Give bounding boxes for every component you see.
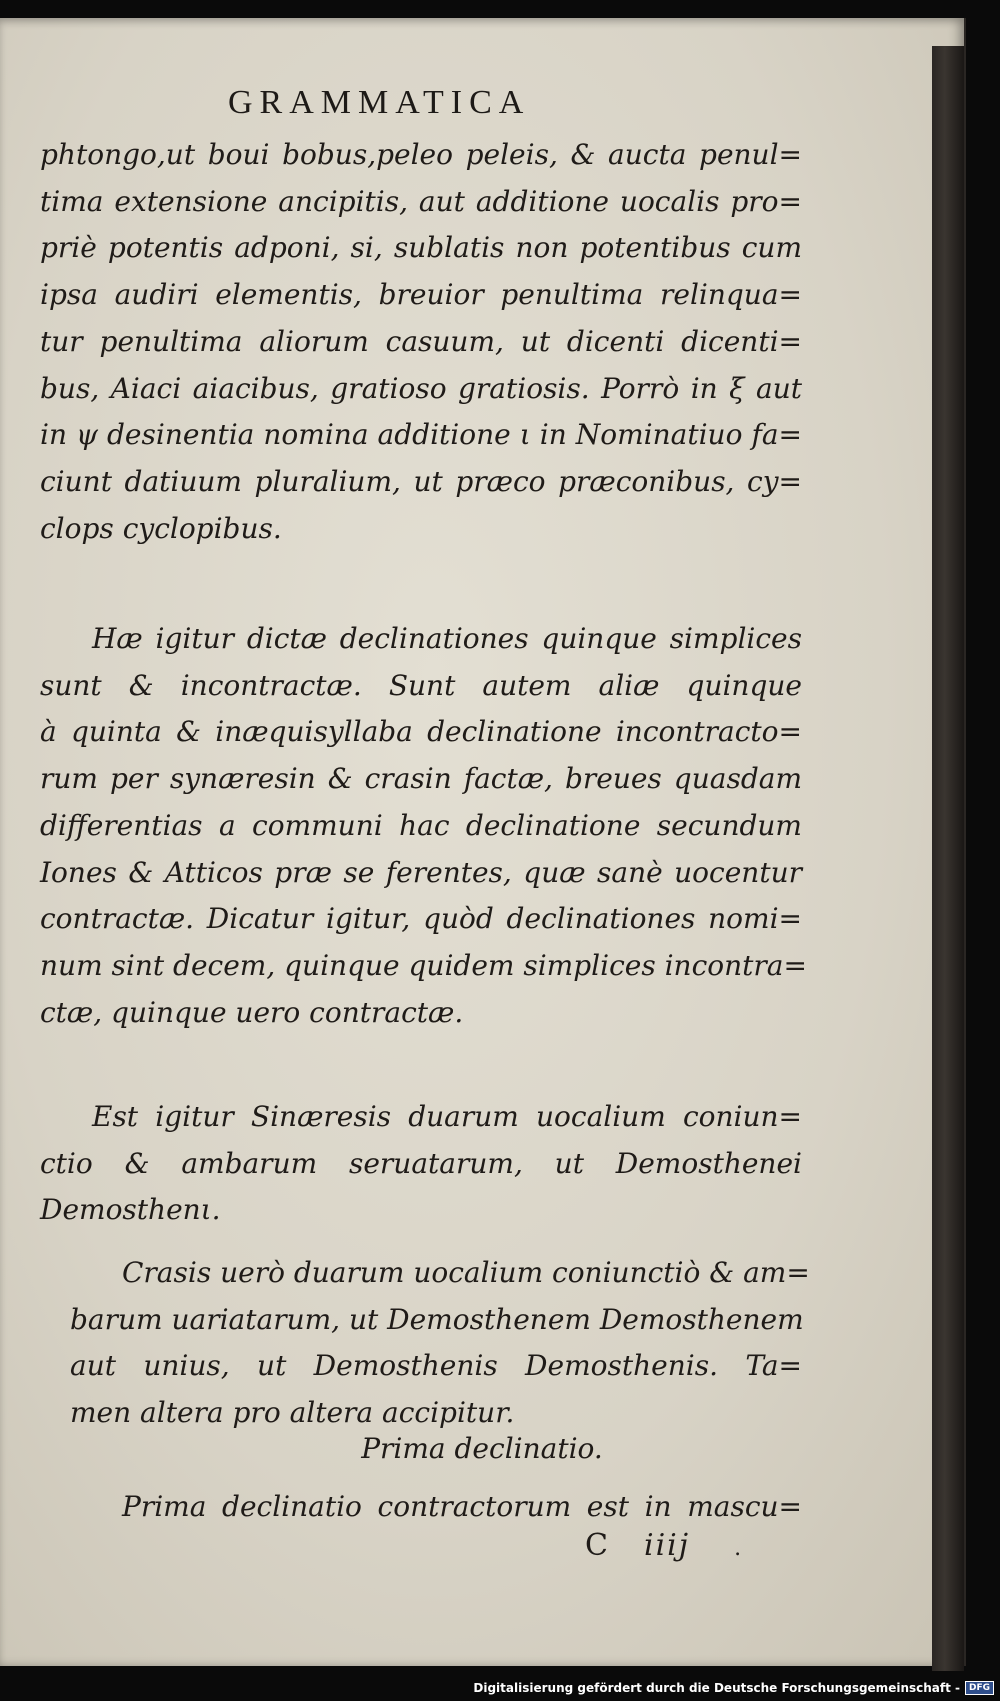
text-line: differentias a communi hac declinatione secundum [40, 808, 802, 842]
text-line: sunt & incontractæ. Sunt autem aliæ quinque [40, 668, 802, 702]
dfg-logo: DFG [965, 1681, 994, 1695]
text-line: clops cyclopibus. [40, 511, 282, 545]
running-head: GRAMMATICA [228, 84, 531, 121]
text-line: Demosthenι. [40, 1193, 221, 1227]
signature-dot: . [734, 1536, 744, 1561]
footer-credit: Digitalisierung gefördert durch die Deutsche Forschungsgemeinschaft - [473, 1681, 960, 1695]
text-line: phtongo,ut boui bobus,peleo peleis, & aucta penul= [40, 138, 802, 171]
footer-bar [0, 1671, 1000, 1701]
text-line: Prima declinatio contractorum est in mascu= [122, 1490, 802, 1523]
text-line: ipsa audiri elementis, breuior penultima relinqua= [40, 278, 802, 312]
text-line: bus, Aiaci aiacibus, gratioso gratiosis. Porrò in ξ aut [40, 371, 802, 405]
signature-mark [585, 1528, 743, 1563]
paragraph-3 [40, 1094, 802, 1234]
paragraph-2 [40, 616, 807, 1036]
text-line: num sint decem, quinque quidem simplices incontra= [40, 948, 807, 982]
paragraph-5 [70, 1484, 802, 1531]
text-line: ctæ, quinque uero contractæ. [40, 995, 464, 1029]
text-line: Hæ igitur dictæ declinationes quinque simplices [92, 622, 802, 655]
book-page [0, 18, 966, 1666]
text-line: aut unius, ut Demosthenis Demosthenis. Ta= [70, 1349, 802, 1383]
signature-numeral: iiij [643, 1528, 691, 1563]
text-line: rum per synæresin & crasin factæ, breues quasdam [40, 762, 802, 796]
signature-letter: C [585, 1528, 610, 1563]
text-line: priè potentis adponi, si, sublatis non potentibus cum [40, 231, 802, 265]
text-line: in ψ desinentia nomina additione ι in Nominatiuo fa= [40, 418, 802, 452]
paragraph-4 [70, 1250, 810, 1437]
text-line: ciunt datiuum pluralium, ut præco præconibus, cy= [40, 464, 802, 498]
text-line: Crasis uerò duarum uocalium coniunctiò & am= [122, 1256, 810, 1289]
text-line: Iones & Atticos præ se ferentes, quæ sanè uocentur [40, 855, 802, 889]
text-line: tima extensione ancipitis, aut additione uocalis pro= [40, 184, 802, 218]
text-line: Est igitur Sinæresis duarum uocalium coniun= [92, 1100, 802, 1133]
paragraph-1 [40, 132, 802, 552]
text-line: contractæ. Dicatur igitur, quòd declinationes nomi= [40, 902, 802, 936]
text-line: à quinta & inæquisyllaba declinatione incontracto= [40, 715, 802, 749]
text-line: tur penultima aliorum casuum, ut dicenti dicenti= [40, 324, 802, 358]
text-line: men altera pro altera accipitur. [70, 1396, 515, 1430]
text-line: ctio & ambarum seruatarum, ut Demosthenei [40, 1146, 802, 1180]
section-heading: Prima declinatio. [361, 1432, 603, 1465]
text-line: barum uariatarum, ut Demosthenem Demosthenem [70, 1302, 804, 1336]
